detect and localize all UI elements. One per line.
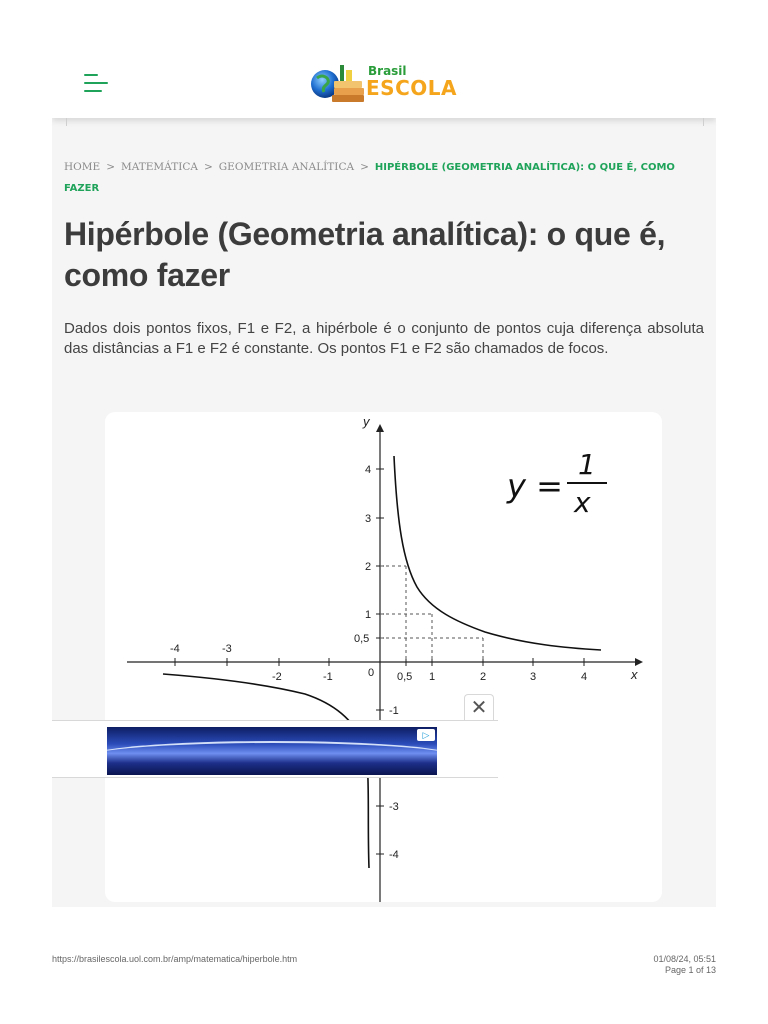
x-axis-label: x — [631, 667, 638, 682]
breadcrumb-separator: > — [203, 161, 213, 173]
footer-page-count: Page 1 of 13 — [664, 965, 716, 975]
site-header — [52, 52, 716, 118]
x-tick-label: -3 — [222, 643, 232, 655]
x-tick-label: -1 — [323, 671, 333, 683]
logo-globe-books-icon — [308, 62, 368, 108]
breadcrumb-home[interactable]: HOME — [64, 161, 101, 173]
footer-url: https://brasilescola.uol.com.br/amp/matematica/hiperbole.htm — [52, 954, 298, 964]
breadcrumb — [64, 157, 704, 199]
footer-meta — [653, 954, 716, 976]
graph-svg — [105, 412, 662, 902]
formula — [506, 448, 607, 519]
y-tick-label: 1 — [365, 609, 372, 621]
footer-datetime: 01/08/24, 05:51 — [653, 954, 716, 964]
x-axis-arrow-icon — [635, 658, 643, 666]
x-tick-label: -2 — [272, 671, 282, 683]
x-tick-label: 0,5 — [397, 671, 413, 683]
y-tick-label: -4 — [389, 849, 399, 861]
hyperbola-branch-positive — [394, 456, 601, 650]
formula-denominator: x — [574, 486, 591, 519]
breadcrumb-separator: > — [360, 161, 369, 173]
y-tick-label: 3 — [365, 513, 372, 525]
ad-stadium-lights — [107, 741, 437, 773]
ad-banner[interactable] — [52, 720, 498, 778]
header-divider — [66, 118, 704, 126]
y-axis-arrow-icon — [376, 424, 384, 432]
y-tick-label: -3 — [389, 801, 399, 813]
x-tick-label: 2 — [480, 671, 487, 683]
breadcrumb-geometria-analitica[interactable]: GEOMETRIA ANALÍTICA — [218, 161, 355, 173]
logo-text-brasil: Brasil — [368, 64, 407, 78]
origin-label: 0 — [368, 667, 375, 679]
y-tick-label: 2 — [365, 561, 372, 573]
breadcrumb-matematica[interactable]: MATEMÁTICA — [121, 161, 198, 173]
site-logo[interactable] — [308, 62, 468, 108]
y-axis-label: y — [363, 414, 370, 429]
x-tick-label: -4 — [170, 643, 180, 655]
page-content — [52, 52, 716, 907]
y-tick-label: 4 — [365, 464, 372, 476]
dashed-guides — [380, 566, 483, 662]
x-tick-label: 3 — [530, 671, 537, 683]
formula-numerator: 1 — [578, 448, 596, 481]
formula-lhs: y = — [507, 467, 563, 505]
adchoices-icon[interactable]: ▷ — [417, 729, 435, 741]
ad-image[interactable] — [107, 727, 437, 775]
y-tick-label: 0,5 — [354, 633, 370, 645]
logo-text-escola: ESCOLA — [366, 76, 457, 100]
hamburger-menu-icon[interactable] — [82, 70, 112, 96]
page-title: Hipérbole (Geometria analítica): o que é, como fazer — [64, 216, 666, 293]
hyperbola-graph — [105, 412, 662, 902]
x-tick-label: 1 — [429, 671, 436, 683]
y-tick-label: -1 — [389, 705, 399, 717]
breadcrumb-current: HIPÉRBOLE (GEOMETRIA ANALÍTICA): O QUE É, COMO FAZER — [64, 162, 675, 194]
ad-close-button[interactable]: ✕ — [464, 694, 494, 721]
breadcrumb-separator: > — [106, 161, 115, 173]
intro-paragraph: Dados dois pontos fixos, F1 e F2, a hipérbole é o conjunto de pontos cuja diferença absoluta das distâncias a F1 e F2 é constante. Os pontos F1 e F2 são chamados de focos. — [64, 320, 704, 357]
x-tick-label: 4 — [581, 671, 588, 683]
